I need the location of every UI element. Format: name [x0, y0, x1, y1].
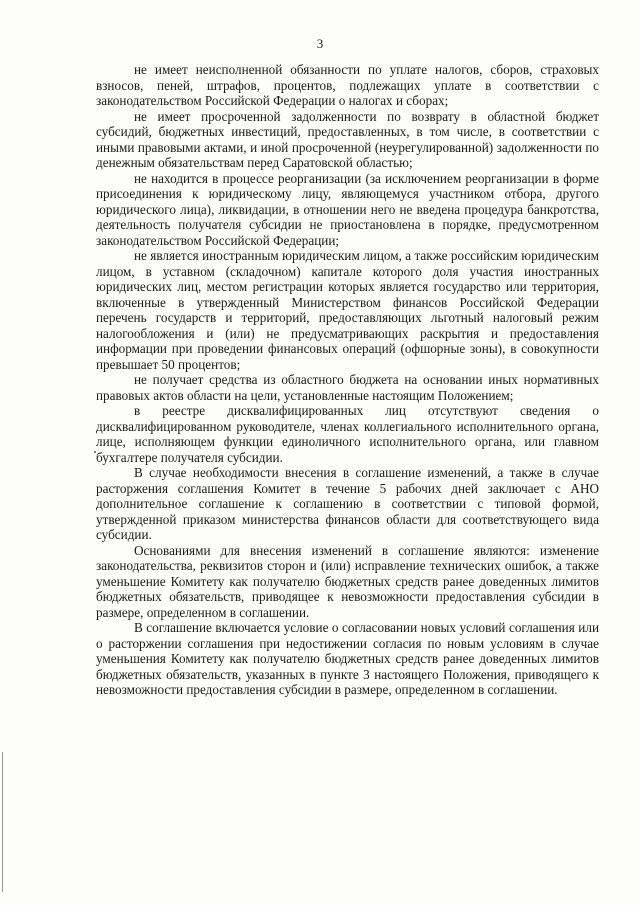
paragraph-disqualified-registry: в реестре дисквалифицированных лиц отсутствуют сведения о дисквалифицированном руководителе, членах коллегиального исполнительного органа, лице, исполняющем функции единоличного исполнительного органа, или главном бухгалтере получателя субсидии.: [96, 403, 599, 465]
document-body: [96, 62, 599, 698]
paragraph-tax-obligations: не имеет неисполненной обязанности по уплате налогов, сборов, страховых взносов, пеней, штрафов, процентов, подлежащих уплате в соответствии с законодательством Российской Федерации о налогах и сборах;: [96, 62, 599, 108]
paragraph-amendment-grounds: Основаниями для внесения изменений в соглашение являются: изменение законодательства, реквизитов сторон и (или) исправление технических ошибок, а также уменьшение Комитету как получателю бюджетных средств ранее доведенных лимитов бюджетных обязательств, приводящее к невозможности предоставления субсидии в размере, определенном в соглашении.: [96, 542, 599, 620]
paragraph-reorganization: не находится в процессе реорганизации (за исключением реорганизации в форме присоединения к юридическому лицу, являющемуся участником отбора, другого юридического лица), ликвидации, в отношении него не введена процедура банкротства, деятельность получателя субсидии не приостановлена в порядке, предусмотренном законодательством Российской Федерации;: [96, 170, 599, 248]
paragraph-overdue-debt: не имеет просроченной задолженности по возврату в областной бюджет субсидий, бюджетных инвестиций, предоставленных, в том числе, в соответствии с иными правовыми актами, и иной просроченной (неурегулированной) задолженности по денежным обязательствам перед Саратовской областью;: [96, 108, 599, 170]
page-number: 3: [316, 36, 324, 51]
paragraph-other-funding: не получает средства из областного бюджета на основании иных нормативных правовых актов области на цели, установленные настоящим Положением;: [96, 372, 599, 403]
paragraph-amendment-procedure: В случае необходимости внесения в соглашение изменений, а также в случае расторжения соглашения Комитет в течение 5 рабочих дней заключает с АНО дополнительное соглашение к соглашению в соответствии с типовой формой, утвержденной приказом министерства финансов области для соответствующего вида субсидии.: [96, 465, 599, 542]
paragraph-new-conditions: В соглашение включается условие о согласовании новых условий соглашения или о расторжении соглашения при недостижении согласия по новым условиям в случае уменьшения Комитету как получателю бюджетных средств ранее доведенных лимитов бюджетных обязательств, указанных в пункте 3 настоящего Положения, приводящего к невозможности предоставления субсидии в размере, определенном в соглашении.: [96, 620, 599, 697]
paragraph-foreign-entity: не является иностранным юридическим лицом, а также российским юридическим лицом, в уставном (складочном) капитале которого доля участия иностранных юридических лиц, местом регистрации которых является государство или территория, включенные в утвержденный Министерством финансов Российской Федерации перечень государств и территорий, предоставляющих льготный налоговый режим налогообложения и (или) не предусматривающих раскрытия и предоставления информации при проведении финансовых операций (офшорные зоны), в совокупности превышает 50 процентов;: [96, 248, 599, 372]
scan-speck: [94, 451, 96, 453]
scan-margin-mark: [2, 752, 3, 892]
